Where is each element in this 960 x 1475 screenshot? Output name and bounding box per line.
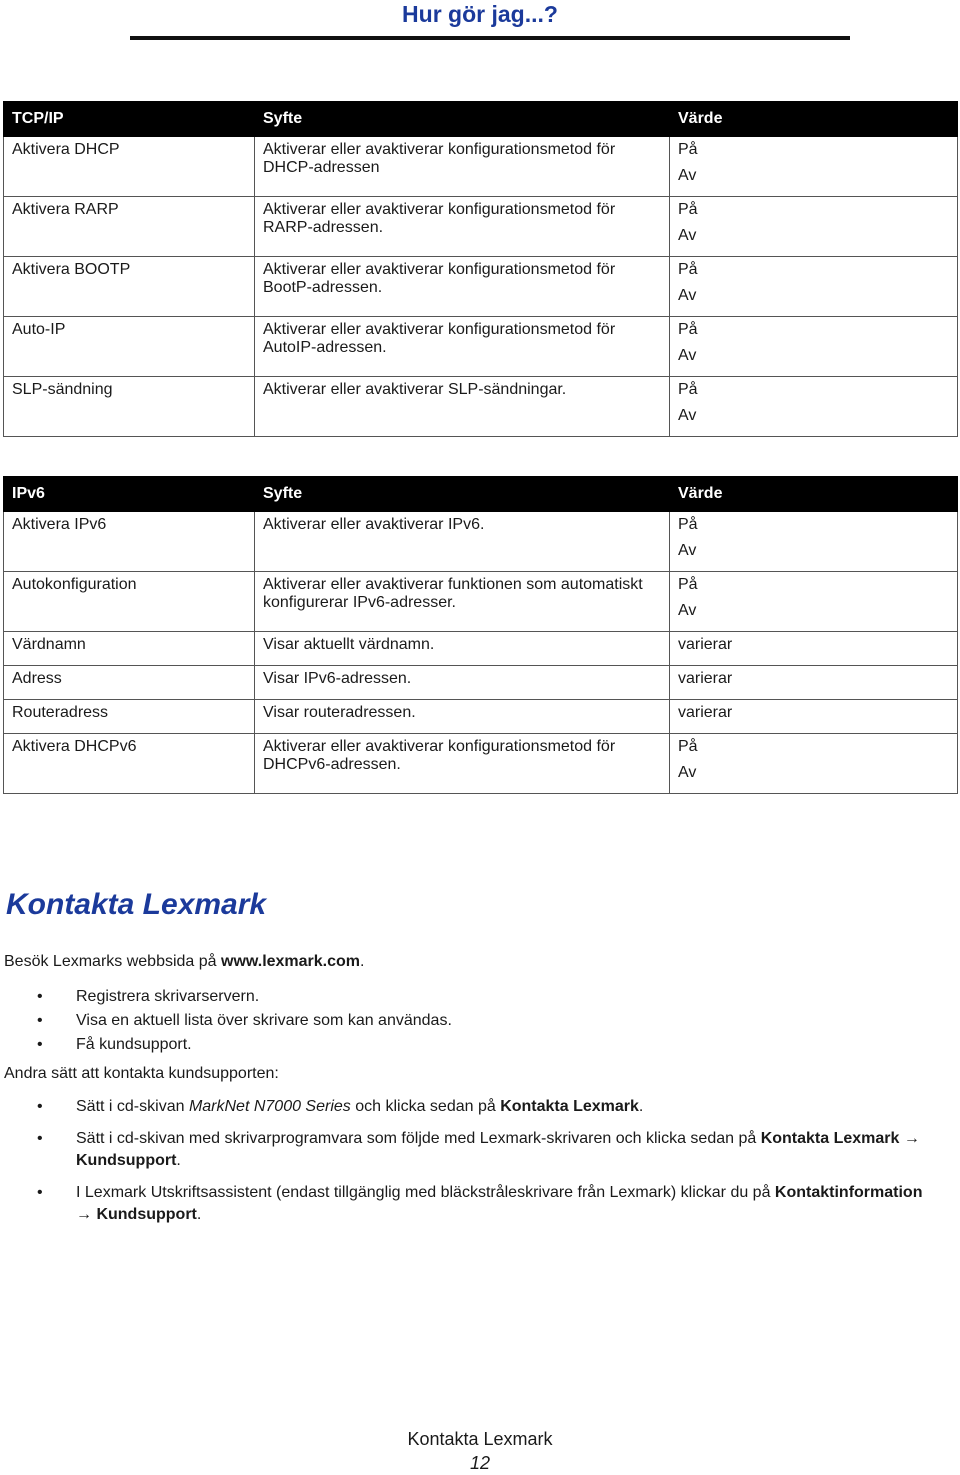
list-item <box>0 1128 930 1172</box>
table-row <box>4 317 958 377</box>
value-on: På <box>678 516 698 533</box>
menu-label: Kontakta Lexmark <box>760 1130 900 1147</box>
column-header: Syfte <box>255 477 670 512</box>
setting-name: Aktivera DHCPv6 <box>4 734 255 794</box>
column-header: Syfte <box>255 102 670 137</box>
item-text: Sätt i cd-skivan med skrivarprogramvara som följde med Lexmark-skrivaren och klicka sedan på <box>76 1130 761 1147</box>
setting-values <box>670 377 958 437</box>
list-item: • Få kundsupport. <box>0 1033 452 1057</box>
lexmark-url-link[interactable]: www.lexmark.com <box>221 953 361 970</box>
table-row <box>4 632 958 666</box>
setting-values <box>670 257 958 317</box>
value-on: På <box>678 321 698 338</box>
column-header: TCP/IP <box>4 102 255 137</box>
setting-name: Routeradress <box>4 700 255 734</box>
table-row <box>4 734 958 794</box>
setting-values: varierar <box>670 700 958 734</box>
section-title: Kontakta Lexmark <box>6 888 267 921</box>
setting-purpose: Aktiverar eller avaktiverar konfigurationsmetod för AutoIP-adressen. <box>255 317 670 377</box>
value-off: Av <box>678 407 697 424</box>
table-row <box>4 572 958 632</box>
setting-name: Auto-IP <box>4 317 255 377</box>
table-row <box>4 257 958 317</box>
arrow-icon: → <box>903 1130 920 1147</box>
arrow-icon: → <box>76 1206 92 1223</box>
setting-purpose: Aktiverar eller avaktiverar konfigurationsmetod för DHCPv6-adressen. <box>255 734 670 794</box>
value-off: Av <box>678 227 697 244</box>
menu-label: Kontakta Lexmark <box>500 1098 639 1115</box>
table-row <box>4 666 958 700</box>
setting-values <box>670 734 958 794</box>
setting-values <box>670 317 958 377</box>
value-off: Av <box>678 602 697 619</box>
setting-name: Aktivera DHCP <box>4 137 255 197</box>
table-header-row <box>4 102 958 137</box>
setting-purpose: Aktiverar eller avaktiverar funktionen som automatiskt konfigurerar IPv6-adresser. <box>255 572 670 632</box>
value-off: Av <box>678 287 697 304</box>
setting-name: SLP-sändning <box>4 377 255 437</box>
table-row <box>4 377 958 437</box>
value-on: På <box>678 738 698 755</box>
list-item <box>0 1096 930 1118</box>
list-item: • Registrera skrivarservern. <box>0 985 452 1009</box>
item-text: . <box>196 1206 202 1223</box>
setting-purpose: Visar IPv6-adressen. <box>255 666 670 700</box>
setting-values <box>670 137 958 197</box>
value-on: På <box>678 381 698 398</box>
table-row <box>4 137 958 197</box>
product-name: MarkNet N7000 Series <box>188 1098 351 1115</box>
column-header: Värde <box>670 477 958 512</box>
item-text: . <box>176 1152 181 1169</box>
value-off: Av <box>678 764 697 781</box>
other-ways-paragraph: Andra sätt att kontakta kundsupporten: <box>4 1065 279 1082</box>
visit-text: Besök Lexmarks webbsida på <box>4 953 221 970</box>
item-text: Sätt i cd-skivan <box>76 1098 189 1115</box>
setting-name: Aktivera BOOTP <box>4 257 255 317</box>
visit-paragraph <box>4 953 364 971</box>
setting-values: varierar <box>670 632 958 666</box>
value-off: Av <box>678 167 697 184</box>
menu-label: Kundsupport <box>76 1152 177 1169</box>
page-header-title: Hur gör jag...? <box>402 1 558 27</box>
setting-values <box>670 512 958 572</box>
list-item: • Visa en aktuell lista över skrivare som kan användas. <box>0 1009 452 1033</box>
setting-values: varierar <box>670 666 958 700</box>
tcpip-table <box>3 101 958 437</box>
setting-purpose: Aktiverar eller avaktiverar IPv6. <box>255 512 670 572</box>
table-row <box>4 700 958 734</box>
setting-name: Aktivera IPv6 <box>4 512 255 572</box>
setting-name: Adress <box>4 666 255 700</box>
visit-suffix: . <box>360 953 365 970</box>
setting-purpose: Aktiverar eller avaktiverar konfigurationsmetod för BootP-adressen. <box>255 257 670 317</box>
setting-name: Aktivera RARP <box>4 197 255 257</box>
setting-purpose: Aktiverar eller avaktiverar konfigurationsmetod för RARP-adressen. <box>255 197 670 257</box>
contact-methods-list <box>0 1096 930 1226</box>
value-on: På <box>678 261 698 278</box>
item-text: I Lexmark Utskriftsassistent (endast tillgänglig med bläckstråleskrivare från Lexmark) klickar du på <box>76 1184 775 1201</box>
table-row <box>4 197 958 257</box>
value-off: Av <box>678 542 697 559</box>
footer-section: Kontakta Lexmark <box>407 1429 553 1449</box>
setting-purpose: Visar aktuellt värdnamn. <box>255 632 670 666</box>
setting-name: Värdnamn <box>4 632 255 666</box>
setting-name: Autokonfiguration <box>4 572 255 632</box>
menu-label: Kontaktinformation <box>774 1184 923 1201</box>
item-text: och klicka sedan på <box>350 1098 501 1115</box>
setting-purpose: Aktiverar eller avaktiverar SLP-sändningar. <box>255 377 670 437</box>
header-rule <box>130 36 850 40</box>
item-text: . <box>638 1098 644 1115</box>
value-off: Av <box>678 347 697 364</box>
setting-values <box>670 197 958 257</box>
setting-values <box>670 572 958 632</box>
table-header-row <box>4 477 958 512</box>
value-on: På <box>678 201 698 218</box>
setting-purpose: Aktiverar eller avaktiverar konfigurationsmetod för DHCP-adressen <box>255 137 670 197</box>
page-number: 12 <box>469 1453 491 1473</box>
setting-purpose: Visar routeradressen. <box>255 700 670 734</box>
table-row <box>4 512 958 572</box>
value-on: På <box>678 576 698 593</box>
ipv6-table <box>3 476 958 794</box>
column-header: Värde <box>670 102 958 137</box>
column-header: IPv6 <box>4 477 255 512</box>
list-item <box>0 1182 930 1226</box>
benefit-list <box>0 985 452 1057</box>
menu-label: Kundsupport <box>96 1206 197 1223</box>
value-on: På <box>678 141 698 158</box>
